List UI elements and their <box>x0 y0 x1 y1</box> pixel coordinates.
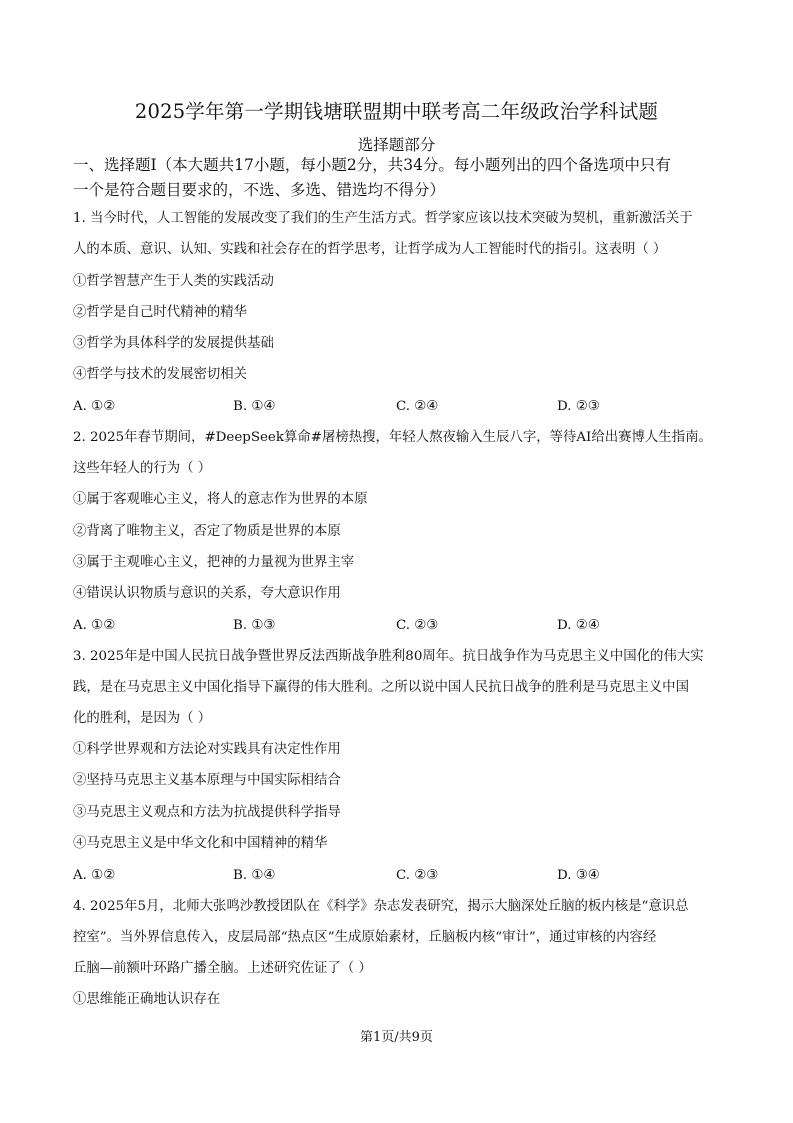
answer-option-c: C. ②④ <box>396 399 439 414</box>
question-stem-line: 3. 2025年是中国人民抗日战争暨世界反法西斯战争胜利80周年。抗日战争作为马克思主义中国化的伟大实 <box>73 649 704 664</box>
question-item: ②背离了唯物主义，否定了物质是世界的本原 <box>73 524 341 539</box>
question-item: ①科学世界观和方法论对实践具有决定性作用 <box>73 742 341 757</box>
section-instruction-line-2: 一个是符合题目要求的，不选、多选、错选均不得分） <box>73 181 446 199</box>
section-instruction-line-1: 一、选择题Ⅰ（本大题共17小题，每小题2分，共34分。每小题列出的四个备选项中只有 <box>73 156 671 174</box>
question-stem-line: 丘脑—前额叶环路广播全脑。上述研究佐证了（ ） <box>73 961 372 976</box>
answer-option-b: B. ①④ <box>233 399 276 414</box>
answer-option-c: C. ②③ <box>396 868 439 883</box>
answer-option-a: A. ①② <box>73 618 116 633</box>
question-stem-line: 人的本质、意识、认知、实践和社会存在的哲学思考，让哲学成为人工智能时代的指引。这表明（ ） <box>73 242 667 257</box>
answer-option-d: D. ②③ <box>557 399 600 414</box>
question-item: ②坚持马克思主义基本原理与中国实际相结合 <box>73 773 341 788</box>
question-stem-line: 1. 当今时代，人工智能的发展改变了我们的生产生活方式。哲学家应该以技术突破为契机，重新激活关于 <box>73 211 693 226</box>
question-stem-line: 这些年轻人的行为（ ） <box>73 461 212 476</box>
question-item: ①哲学智慧产生于人类的实践活动 <box>73 274 274 289</box>
question-item: ④哲学与技术的发展密切相关 <box>73 367 248 382</box>
page-footer: 第1页/共9页 <box>360 1030 433 1045</box>
answer-option-d: D. ③④ <box>557 868 600 883</box>
question-stem-line: 化的胜利，是因为（ ） <box>73 711 212 726</box>
answer-option-b: B. ①④ <box>233 868 276 883</box>
question-item: ③哲学为具体科学的发展提供基础 <box>73 336 274 351</box>
question-stem-line: 践，是在马克思主义中国化指导下赢得的伟大胜利。之所以说中国人民抗日战争的胜利是马克思主义中国 <box>73 680 689 695</box>
answer-option-d: D. ②④ <box>557 618 600 633</box>
answer-option-c: C. ②③ <box>396 618 439 633</box>
answer-option-b: B. ①③ <box>233 618 276 633</box>
question-item: ①属于客观唯心主义，将人的意志作为世界的本原 <box>73 492 368 507</box>
question-stem-line: 控室”。当外界信息传入，皮层局部“热点区”生成原始素材，丘脑板内核“审计”，通过审核的内容经 <box>73 930 657 945</box>
question-item: ③属于主观唯心主义，把神的力量视为世界主宰 <box>73 555 355 570</box>
question-item: ③马克思主义观点和方法为抗战提供科学指导 <box>73 805 341 820</box>
question-item: ④错误认识物质与意识的关系，夸大意识作用 <box>73 586 341 601</box>
answer-option-a: A. ①② <box>73 399 116 414</box>
question-stem-line: 2. 2025年春节期间，#DeepSeek算命#屠榜热搜，年轻人熬夜输入生辰八字，等待AI给出赛博人生指南。 <box>73 430 712 445</box>
question-stem-line: 4. 2025年5月，北师大张鸣沙教授团队在《科学》杂志发表研究，揭示大脑深处丘脑的板内核是“意识总 <box>73 899 689 914</box>
question-item: ②哲学是自己时代精神的精华 <box>73 305 248 320</box>
question-item: ①思维能正确地认识存在 <box>73 992 221 1007</box>
question-item: ④马克思主义是中华文化和中国精神的精华 <box>73 836 328 851</box>
answer-option-a: A. ①② <box>73 868 116 883</box>
page-title: 2025学年第一学期钱塘联盟期中联考高二年级政治学科试题 <box>134 100 659 123</box>
section-subtitle: 选择题部分 <box>357 136 436 154</box>
